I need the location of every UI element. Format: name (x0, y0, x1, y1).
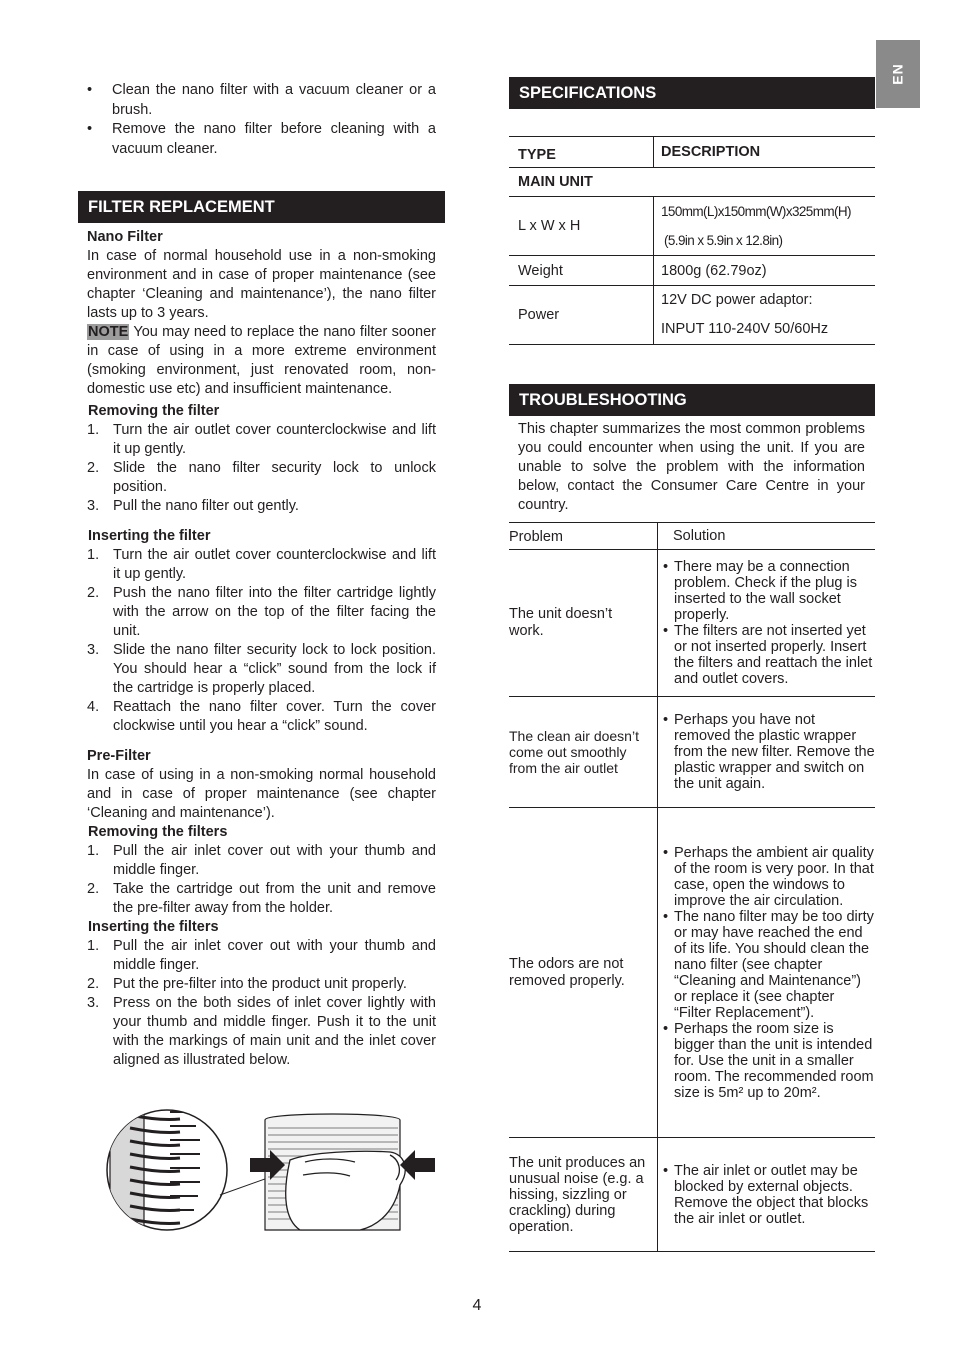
dimensions-metric: 150mm(L)x150mm(W)x325mm(H) (661, 204, 851, 219)
column-header-solution: Solution (673, 528, 726, 544)
bullet-marker: • (663, 1020, 669, 1037)
inserting-filter-steps (87, 546, 436, 736)
filter-replacement-body (87, 228, 436, 1070)
list-item (87, 120, 436, 159)
inlet-cover-illustration (100, 1100, 445, 1245)
table-row (509, 808, 875, 1138)
step-number: 4. (87, 699, 100, 715)
power-value-line-2: INPUT 110-240V 50/60Hz (661, 321, 829, 337)
list-item (87, 880, 436, 918)
bullet-marker: • (663, 712, 669, 728)
list-item (87, 975, 436, 994)
dimensions-label: L x W x H (509, 197, 654, 256)
table-row (509, 550, 875, 697)
push-arrow-right-icon (400, 1150, 435, 1180)
bullet-marker: • (87, 82, 93, 98)
solution-list (658, 845, 875, 1101)
bullet-marker: • (87, 121, 93, 137)
power-value (654, 286, 876, 345)
step-text: Turn the air outlet cover counterclockwise and lift it up gently. (113, 422, 436, 457)
step-number: 3. (87, 642, 100, 658)
removing-filter-heading: Removing the filter (88, 403, 220, 419)
step-number: 1. (87, 938, 100, 954)
table-row (509, 256, 875, 286)
list-item (87, 584, 436, 641)
list-item (87, 842, 436, 880)
dimensions-imperial: (5.9in x 5.9in x 12.8in) (664, 233, 783, 248)
list-item (658, 559, 875, 623)
list-item (87, 459, 436, 497)
note-paragraph (87, 323, 436, 399)
troubleshooting-heading (509, 384, 875, 416)
removing-filter-steps (87, 421, 436, 516)
solution-text: The nano filter may be too dirty or may have reached the end of its life. You should clean the nano filter (see chapter “Cleaning and Maintenance”) or replace it (see chapter “Filter Replacement”). (674, 908, 874, 1021)
list-item (658, 623, 875, 687)
solution-cell (658, 697, 876, 808)
column-header-type: TYPE (509, 137, 654, 168)
table-row (509, 168, 875, 197)
bullet-text: Clean the nano filter with a vacuum cleaner or a brush. (112, 82, 436, 118)
step-number: 1. (87, 422, 100, 438)
inserting-filters-steps (87, 937, 436, 1070)
list-item (87, 641, 436, 698)
list-item (658, 909, 875, 1021)
solution-cell (658, 550, 876, 697)
list-item (87, 421, 436, 459)
solution-cell (658, 808, 876, 1138)
intro-bullet-list (87, 81, 436, 159)
step-number: 2. (87, 585, 100, 601)
bullet-marker: • (663, 559, 669, 575)
table-header-row (509, 523, 875, 550)
bullet-marker: • (663, 623, 669, 639)
list-item (658, 1163, 875, 1227)
step-text: Pull the air inlet cover out with your thumb and middle finger. (113, 938, 436, 973)
list-item (87, 994, 436, 1070)
troubleshooting-intro: This chapter summarizes the most common problems you could encounter when using the unit. If you are unable to solve the problem with the information below, contact the Consumer Care Centre in your country. (518, 421, 865, 513)
removing-filters-heading: Removing the filters (88, 824, 228, 840)
solution-text: Perhaps you have not removed the plastic wrapper from the new filter. Remove the plastic wrapper and switch on the unit again. (674, 712, 875, 792)
table-row (509, 286, 875, 345)
solution-cell (658, 1138, 876, 1252)
power-value-line-1: 12V DC power adaptor: (661, 292, 813, 308)
bullet-marker: • (663, 908, 669, 925)
table-header-row (509, 137, 875, 168)
language-tab (876, 40, 920, 108)
problem-cell: The odors are not removed properly. (509, 808, 658, 1138)
column-header-description: DESCRIPTION (661, 144, 761, 160)
bullet-text: Remove the nano filter before cleaning with a vacuum cleaner. (112, 121, 436, 157)
solution-list (658, 559, 875, 687)
removing-filters-steps (87, 842, 436, 918)
note-label: NOTE (88, 324, 129, 340)
solution-text: The air inlet or outlet may be blocked by external objects. Remove the object that blocks the air inlet or outlet. (674, 1162, 869, 1227)
nano-filter-heading: Nano Filter (87, 229, 163, 245)
step-text: Slide the nano filter security lock to lock position. You should hear a “click” sound from the lock if the cartridge is properly placed. (113, 642, 436, 696)
dimensions-value (654, 197, 876, 256)
step-text: Pull the air inlet cover out with your thumb and middle finger. (113, 843, 436, 878)
list-item (87, 698, 436, 736)
step-number: 2. (87, 460, 100, 476)
bullet-marker: • (663, 844, 669, 861)
table-row (509, 1138, 875, 1252)
note-text: You may need to replace the nano filter sooner in case of using in a more extreme environment (smoking environment, just renovated room, non-domestic use etc) and insufficient maintenance. (87, 324, 436, 397)
solution-text: The filters are not inserted yet or not inserted properly. Insert the filters and reattach the inlet and outlet covers. (674, 623, 873, 687)
step-text: Turn the air outlet cover counterclockwise and lift it up gently. (113, 547, 436, 582)
problem-cell: The unit produces an unusual noise (e.g. a hissing, sizzling or crackling) during operation. (509, 1138, 658, 1252)
list-item (658, 845, 875, 909)
step-number: 2. (87, 976, 100, 992)
step-text: Push the nano filter into the filter cartridge lightly with the arrow on the top of the filter facing the unit. (113, 585, 436, 639)
list-item (87, 937, 436, 975)
inserting-filter-heading: Inserting the filter (88, 528, 211, 544)
weight-value: 1800g (62.79oz) (661, 262, 767, 279)
table-row (509, 697, 875, 808)
step-number: 1. (87, 843, 100, 859)
step-number: 1. (87, 547, 100, 563)
magnified-grille-detail (107, 1110, 290, 1235)
list-item (87, 546, 436, 584)
filter-replacement-heading (78, 191, 445, 223)
solution-text: Perhaps the room size is bigger than the unit is intended for. Use the unit in a smaller room. The recommended room size is 5m² up to 20m². (674, 1020, 874, 1101)
troubleshooting-table (509, 522, 875, 1252)
step-text: Take the cartridge out from the unit and remove the pre-filter away from the holder. (113, 881, 436, 916)
pre-filter-text: In case of using in a non-smoking normal household and in case of proper maintenance (see chapter ‘Cleaning and maintenance’). (87, 767, 436, 821)
solution-text: There may be a connection problem. Check if the plug is inserted to the wall socket properly. (674, 559, 857, 623)
pre-filter-heading: Pre-Filter (87, 748, 151, 764)
step-text: Press on the both sides of inlet cover lightly with your thumb and middle finger. Push it to the unit with the markings of main unit and the inlet cover aligned as illustrated below. (113, 995, 436, 1068)
problem-cell: The unit doesn’t work. (509, 550, 658, 697)
inserting-filters-heading: Inserting the filters (88, 919, 219, 935)
nano-filter-text: In case of normal household use in a non-smoking environment and in case of proper maintenance (see chapter ‘Cleaning and maintenance’), the nano filter lasts up to 3 years. (87, 248, 436, 321)
section-title: FILTER REPLACEMENT (88, 197, 275, 216)
specifications-heading (509, 77, 875, 109)
column-header-problem: Problem (509, 523, 658, 550)
step-text: Pull the nano filter out gently. (113, 498, 299, 514)
language-tab-label: EN (889, 63, 906, 85)
step-text: Reattach the nano filter cover. Turn the cover clockwise until you hear a “click” sound. (113, 699, 436, 734)
solution-text: Perhaps the ambient air quality of the room is very poor. In that case, open the windows to improve the air circulation. (674, 844, 874, 909)
section-title: SPECIFICATIONS (519, 83, 657, 102)
step-number: 3. (87, 995, 100, 1011)
list-item (658, 712, 875, 792)
power-label: Power (509, 286, 654, 345)
section-title: TROUBLESHOOTING (519, 390, 687, 409)
list-item (658, 1021, 875, 1101)
list-item (87, 81, 436, 120)
main-unit-label: MAIN UNIT (518, 174, 593, 190)
bullet-marker: • (663, 1162, 669, 1179)
page-number: 4 (472, 1297, 482, 1314)
step-number: 2. (87, 881, 100, 897)
solution-list (658, 1163, 875, 1227)
list-item (87, 497, 436, 516)
table-row (509, 197, 875, 256)
step-text: Put the pre-filter into the product unit properly. (113, 976, 407, 992)
solution-list (658, 712, 875, 792)
step-number: 3. (87, 498, 100, 514)
step-text: Slide the nano filter security lock to unlock position. (113, 460, 436, 495)
weight-label: Weight (509, 256, 654, 286)
specifications-table (509, 136, 875, 345)
problem-cell: The clean air doesn’t come out smoothly from the air outlet (509, 697, 658, 808)
